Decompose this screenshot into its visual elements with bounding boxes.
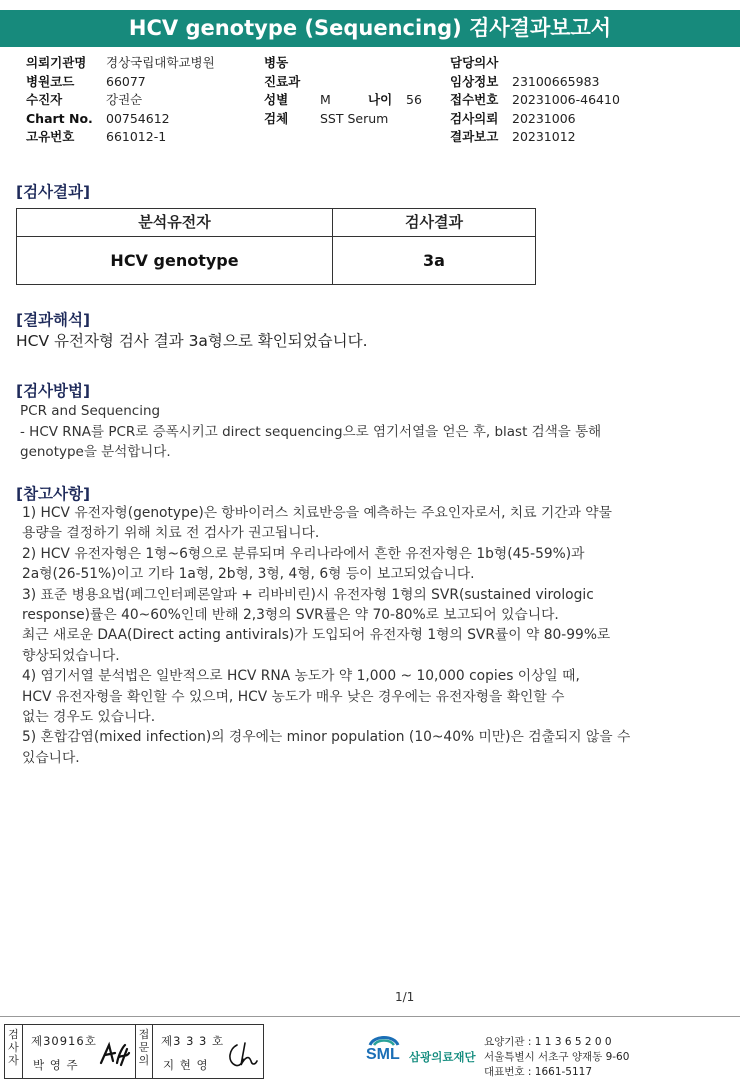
note-line: 2a형(26-51%)이고 기타 1a형, 2b형, 3형, 4형, 6형 등이 보고되었습니다. xyxy=(22,566,475,583)
note-line: 4) 염기서열 분석법은 일반적으로 HCV RNA 농도가 약 1,000 ~ 10,000 copies 이상일 때, xyxy=(22,668,580,685)
note-line: 없는 경우도 있습니다. xyxy=(22,709,156,726)
section-interpretation-heading: [결과해석] xyxy=(16,311,91,329)
label-patient: 수진자 xyxy=(26,92,63,107)
header-col3 xyxy=(450,54,620,147)
approver-label: 접문의 xyxy=(135,1025,153,1078)
section-method-heading: [검사방법] xyxy=(16,382,91,400)
header-col2 xyxy=(264,54,422,128)
label-specimen: 검체 xyxy=(264,110,289,126)
value-patient: 강권순 xyxy=(106,92,143,107)
footer-divider xyxy=(0,1016,740,1017)
label-receipt-no: 접수번호 xyxy=(450,92,499,107)
interpretation-text: HCV 유전자형 검사 결과 3a형으로 확인되었습니다. xyxy=(16,332,368,350)
note-line: 2) HCV 유전자형은 1형~6형으로 분류되며 우리나라에서 흔한 유전자형은 1b형(45-59%)과 xyxy=(22,545,585,562)
result-table xyxy=(16,208,536,285)
method-text xyxy=(20,401,601,463)
value-sex: M xyxy=(320,92,331,107)
value-clinical-info: 23100665983 xyxy=(512,73,600,89)
note-line: HCV 유전자형을 확인할 수 있으며, HCV 농도가 매우 낮은 경우에는 유전자형을 확인할 수 xyxy=(22,688,565,705)
lab-address: 서울특별시 서초구 양재동 9-60 xyxy=(484,1051,630,1063)
approver-name: 지 현 영 xyxy=(163,1058,209,1072)
label-ward: 병동 xyxy=(264,55,289,70)
approver-signature xyxy=(223,1039,259,1071)
label-clinical-info: 임상정보 xyxy=(450,73,499,89)
value-unique-no: 661012-1 xyxy=(106,129,167,144)
value-report-date: 20231012 xyxy=(512,129,576,144)
label-department: 진료과 xyxy=(264,73,301,89)
value-request-date: 20231006 xyxy=(512,110,576,126)
label-chart-no: Chart No. xyxy=(26,110,93,126)
label-report-date: 결과보고 xyxy=(450,129,499,144)
header-col1 xyxy=(26,54,215,147)
report-title: HCV genotype (Sequencing) 검사결과보고서 xyxy=(0,10,740,47)
note-line: 5) 혼합감염(mixed infection)의 경우에는 minor population (10~40% 미만)은 검출되지 않을 수 xyxy=(22,729,631,746)
note-line: 1) HCV 유전자형(genotype)은 항바이러스 치료반응을 예측하는 주요인자로서, 치료 기간과 약물 xyxy=(22,505,612,521)
label-doctor: 담당의사 xyxy=(450,55,499,70)
method-line: genotype을 분석합니다. xyxy=(20,444,171,460)
label-unique-no: 고유번호 xyxy=(26,129,75,144)
label-request-date: 검사의뢰 xyxy=(450,110,499,126)
note-line: 최근 새로운 DAA(Direct acting antivirals)가 도입되어 유전자형 1형의 SVR률이 약 80-99%로 xyxy=(22,627,611,644)
note-line: 용량을 결정하기 위해 치료 전 검사가 권고됩니다. xyxy=(22,525,320,542)
note-line: 3) 표준 병용요법(페그인터페론알파 + 리바비린)시 유전자형 1형의 SVR(sustained virologic xyxy=(22,586,594,603)
value-receipt-no: 20231006-46410 xyxy=(512,92,620,107)
sml-logo-text: SML xyxy=(366,1046,400,1063)
section-reference-heading: [참고사항] xyxy=(16,485,91,503)
lab-code: 요양기관 : 1 1 3 6 5 2 0 0 xyxy=(484,1036,612,1048)
value-age: 56 xyxy=(406,92,422,107)
reference-notes xyxy=(22,503,630,768)
approver-license: 제3 3 3 호 xyxy=(161,1034,225,1048)
examiner-label: 검사자 xyxy=(5,1025,23,1078)
label-hospital-code: 병원코드 xyxy=(26,73,75,89)
label-institution: 의뢰기관명 xyxy=(26,55,87,70)
value-chart-no: 00754612 xyxy=(106,110,170,126)
method-line: PCR and Sequencing xyxy=(20,403,161,419)
lab-phone: 대표번호 : 1661-5117 xyxy=(484,1066,593,1078)
label-sex: 성별 xyxy=(264,92,289,107)
note-line: 있습니다. xyxy=(22,749,80,766)
value-specimen: SST Serum xyxy=(320,110,389,126)
note-line: response)률은 40~60%인데 반해 2,3형의 SVR률은 약 70-80%로 보고되어 있습니다. xyxy=(22,607,559,624)
table-header-gene: 분석유전자 xyxy=(17,209,333,237)
org-name: 삼광의료재단 xyxy=(409,1050,476,1064)
section-result-heading: [검사결과] xyxy=(16,183,91,201)
table-cell-gene: HCV genotype xyxy=(17,237,333,284)
table-cell-result: 3a xyxy=(423,251,445,270)
note-line: 향상되었습니다. xyxy=(22,647,120,664)
signature-box xyxy=(4,1024,264,1079)
page-number: 1/1 xyxy=(395,990,415,1004)
value-hospital-code: 66077 xyxy=(106,73,146,89)
examiner-license: 제30916호 xyxy=(31,1034,97,1048)
examiner-signature xyxy=(97,1039,133,1069)
method-line: - HCV RNA를 PCR로 증폭시키고 direct sequencing으로 염기서열을 얻은 후, blast 검색을 통해 xyxy=(20,423,602,440)
table-header-result: 검사결과 xyxy=(333,209,535,237)
value-institution: 경상국립대학교병원 xyxy=(106,55,215,70)
label-age: 나이 xyxy=(368,92,393,107)
examiner-name: 박 영 주 xyxy=(33,1058,79,1072)
